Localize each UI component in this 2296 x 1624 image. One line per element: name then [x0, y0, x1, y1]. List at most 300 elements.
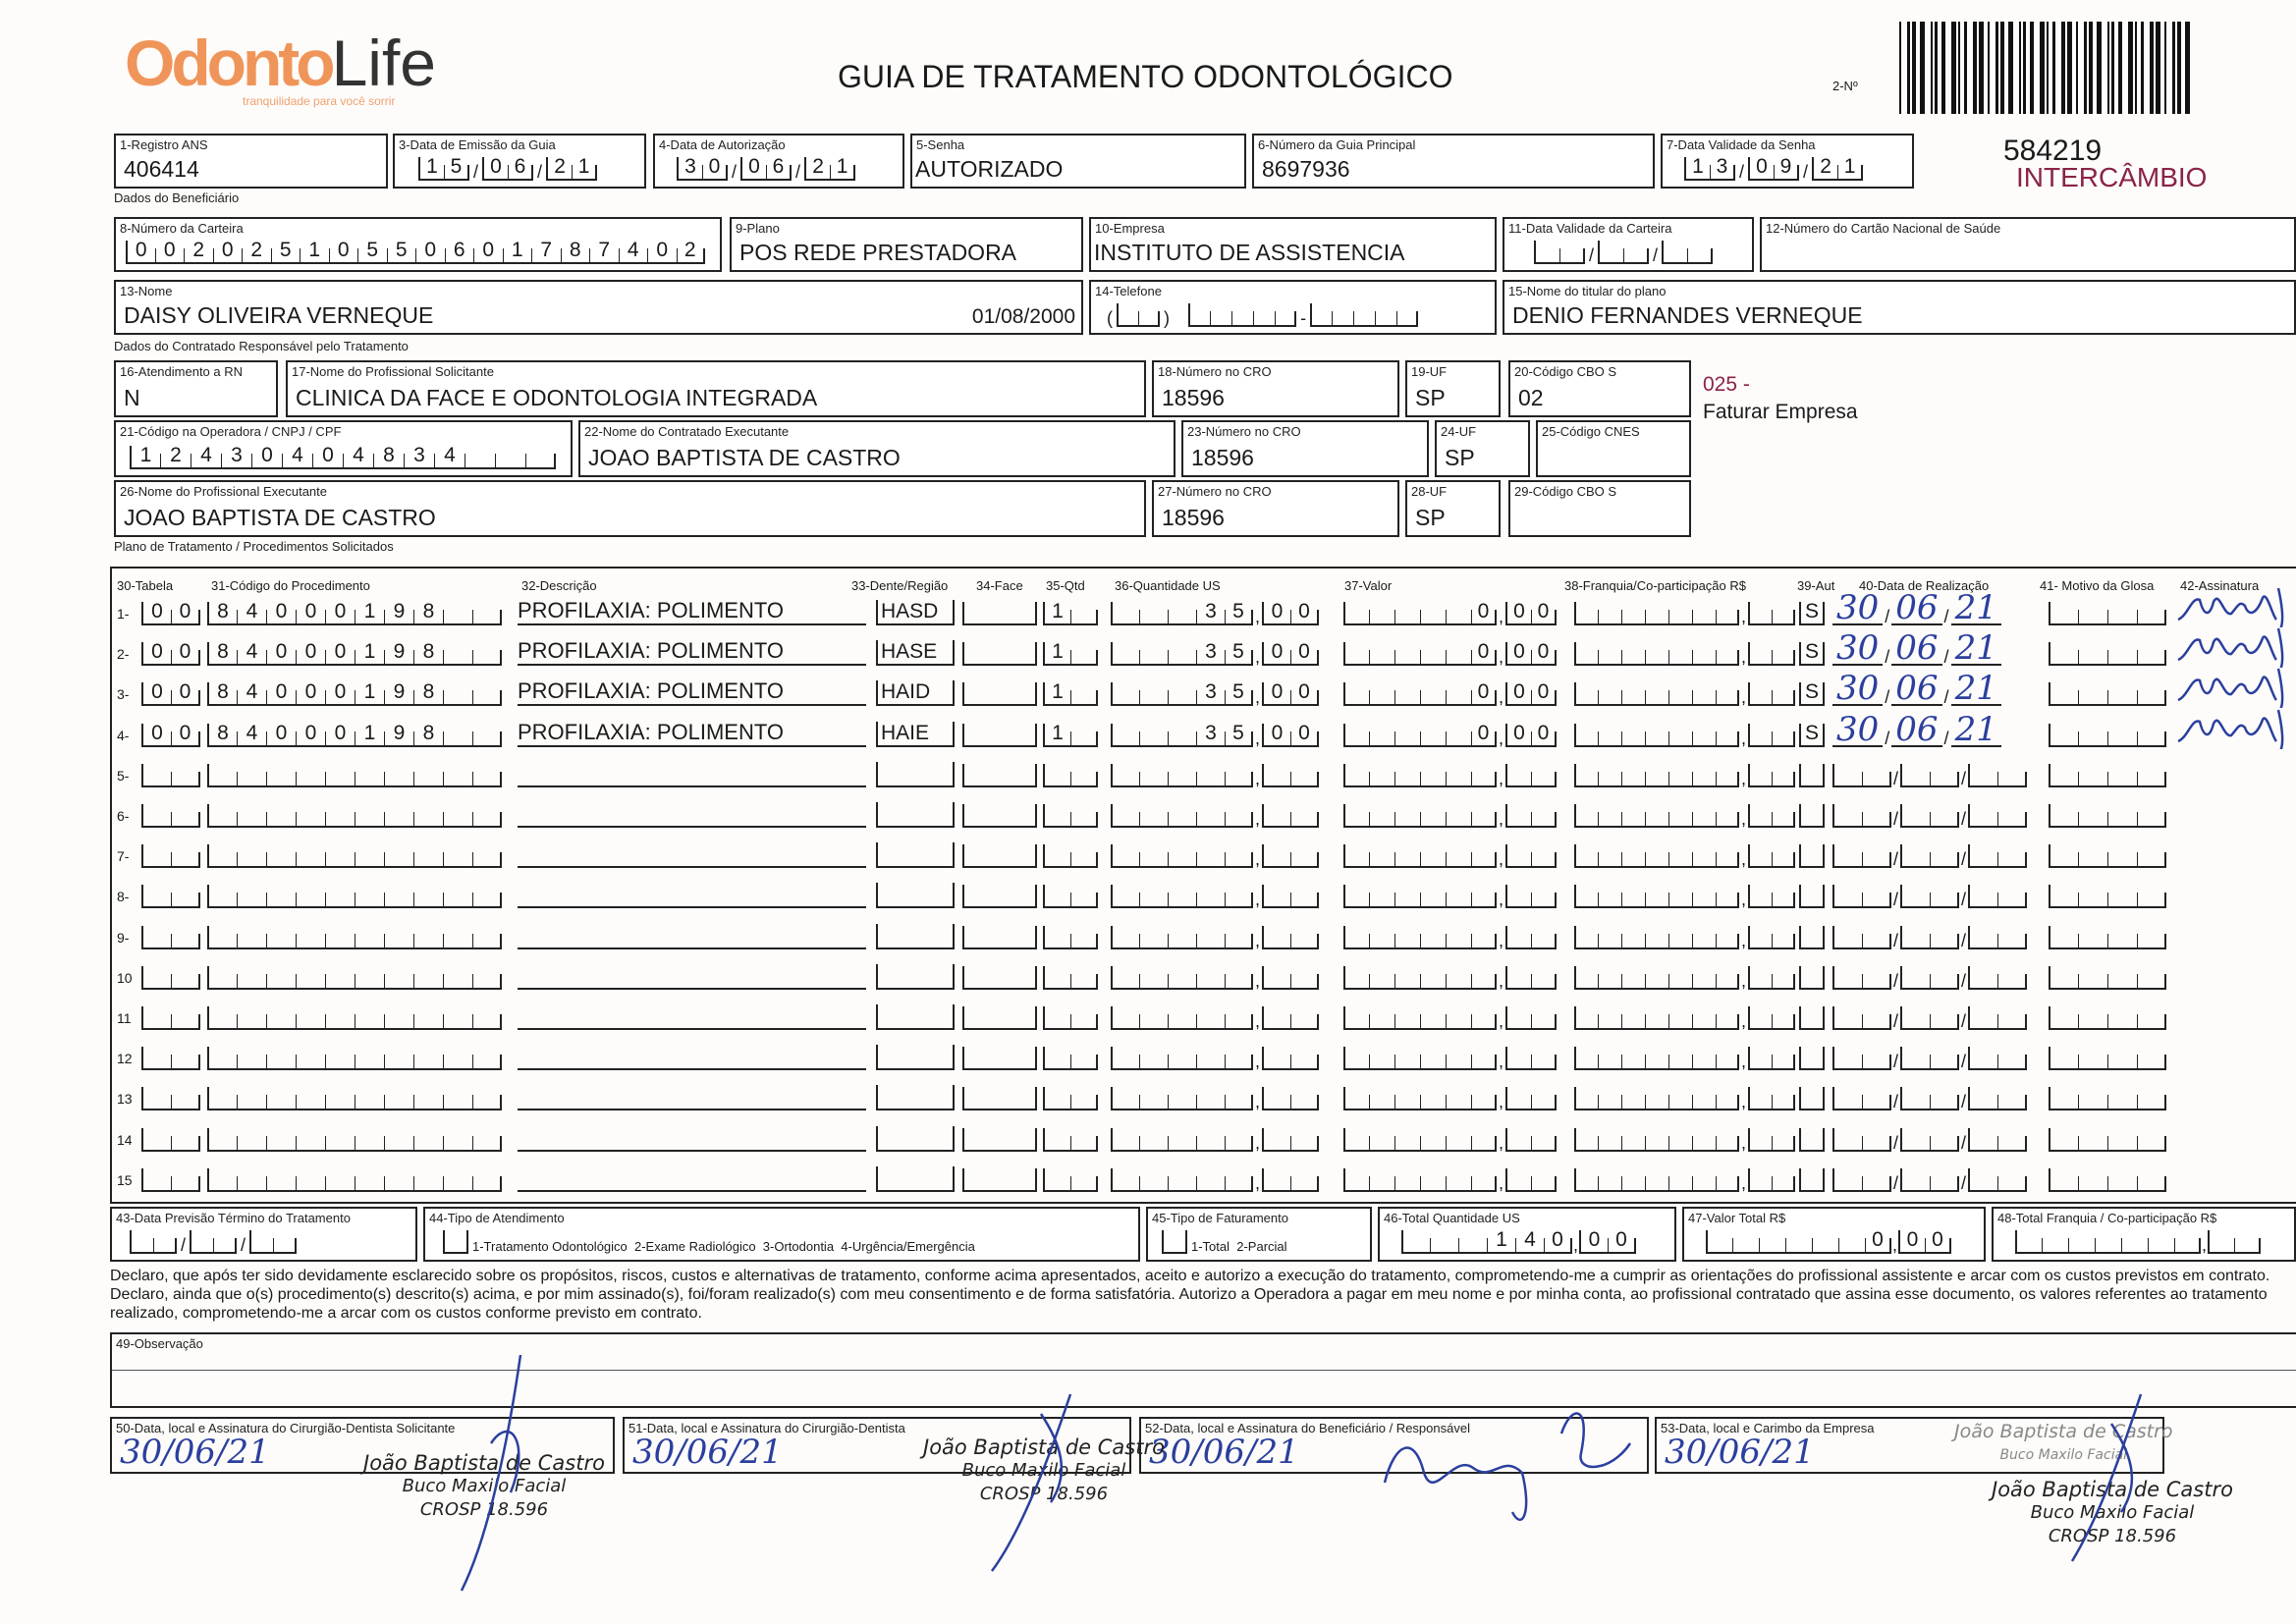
- barcode-bar: [2047, 22, 2049, 114]
- comb-cell: [1111, 1168, 1139, 1190]
- comb-cell: [1968, 1087, 1997, 1109]
- field-label: 48-Total Franquia / Co-participação R$: [1997, 1211, 2217, 1225]
- descricao-value: PROFILAXIA: POLIMENTO: [518, 598, 866, 625]
- tabela-cell: [141, 1006, 200, 1030]
- comb-cell: [1997, 1014, 2027, 1028]
- comb-cell: [962, 642, 1037, 664]
- comb-cell: [1598, 812, 1621, 826]
- comb-cell: [1772, 731, 1795, 745]
- comb-cell: 1: [1487, 1238, 1515, 1252]
- data-realizacao-cell: [1832, 966, 2027, 990]
- valor-cell: [1343, 1047, 1557, 1070]
- comb-cell: [1531, 852, 1557, 866]
- comb-cell: 9: [384, 690, 413, 704]
- glosa-value: [2049, 844, 2166, 868]
- separator: ,: [1499, 970, 1504, 991]
- qtd-value: [1043, 721, 1098, 747]
- comb-cell: [1225, 1176, 1253, 1190]
- comb-cell: [2121, 1238, 2148, 1252]
- comb-cell: [1598, 974, 1621, 988]
- comb-cell: [2078, 852, 2107, 866]
- comb-cell: [1369, 690, 1394, 704]
- aut-cell: [1799, 966, 1825, 990]
- comb-cell: 4: [619, 248, 648, 262]
- franquia-cell: [1574, 1128, 1795, 1152]
- comb-cell: [1687, 248, 1713, 262]
- comb-cell: [1446, 772, 1471, 785]
- comb-cell: [962, 724, 1037, 745]
- comb-cell: [207, 1168, 237, 1190]
- comb-cell: [1343, 966, 1369, 988]
- face-cell: [962, 926, 1037, 949]
- comb-cell: [1832, 764, 1862, 785]
- comb-cell: [1748, 1006, 1772, 1028]
- comb-cell: [1832, 844, 1862, 866]
- comb-cell: [1706, 1230, 1732, 1252]
- comb-cell: 8: [207, 602, 237, 623]
- comb-cell: 0: [1290, 610, 1319, 623]
- field-data-emissao: 3-Data de Emissão da Guia 1 5 / 0 6 / 2 1: [393, 134, 646, 189]
- tabela-cell: [141, 721, 200, 747]
- qtd-us-int: [1111, 1128, 1253, 1152]
- comb-cell: 9: [384, 610, 413, 623]
- comb-cell: [1692, 893, 1716, 906]
- comb-cell: [472, 772, 502, 785]
- comb-cell: [384, 934, 413, 947]
- comb-cell: [1111, 1087, 1139, 1109]
- glosa-cell: [2049, 724, 2166, 747]
- row-signature: [2174, 667, 2292, 708]
- barcode: [1899, 22, 2198, 114]
- date-month: [1900, 1128, 1959, 1152]
- procedure-row: [112, 1037, 2296, 1072]
- comb-cell: [1139, 893, 1168, 906]
- comb-cell: [1668, 1176, 1692, 1190]
- cro-value: 18596: [1162, 505, 1225, 530]
- valor-int: [1343, 804, 1497, 828]
- row-signature: [2174, 586, 2292, 627]
- valor-cell: [1343, 804, 1557, 828]
- comb-cell: [443, 893, 472, 906]
- comb-cell: [1471, 1136, 1497, 1150]
- comb-cell: [2107, 1176, 2137, 1190]
- aut-cell: [1799, 682, 1825, 706]
- comb-cell: [2137, 934, 2166, 947]
- qtd-cell: [1043, 1168, 1098, 1192]
- comb-cell: [2078, 731, 2107, 745]
- codigo-cell: [207, 602, 502, 625]
- comb-cell: S: [1799, 602, 1825, 623]
- comb-cell: [325, 772, 355, 785]
- field-label: 51-Data, local e Assinatura do Cirurgião-Dentista: [629, 1421, 905, 1435]
- face-value: [962, 804, 1037, 828]
- comb-cell: [1343, 1128, 1369, 1150]
- comb-cell: [266, 974, 296, 988]
- comb-cell: [1531, 1014, 1557, 1028]
- tabela-cell: [141, 885, 200, 908]
- franquia-dec: [1748, 682, 1795, 706]
- data-realizacao-cell: [1832, 1047, 2027, 1070]
- face-cell: [962, 602, 1037, 625]
- header-qtd-us: 36-Quantidade US: [1115, 578, 1221, 593]
- comb-cell: [325, 852, 355, 866]
- comb-cell: [1772, 1176, 1795, 1190]
- comb-cell: [1138, 311, 1160, 325]
- comb-cell: [207, 764, 237, 785]
- comb-cell: [2049, 926, 2078, 947]
- separator: ,: [1499, 1132, 1504, 1153]
- comb-cell: [1968, 1006, 1997, 1028]
- comb-cell: [171, 852, 200, 866]
- comb-cell: [2049, 1128, 2078, 1150]
- comb-cell: [1394, 1095, 1420, 1109]
- qtd-us-int: [1111, 721, 1253, 747]
- separator: /: [1961, 809, 1967, 829]
- comb-cell: [1930, 974, 1959, 988]
- qtd-cell: [1043, 844, 1098, 868]
- comb-cell: [207, 1128, 237, 1150]
- comb-cell: [1668, 1014, 1692, 1028]
- separator: /: [1943, 728, 1949, 748]
- comb-cell: [266, 1136, 296, 1150]
- comb-cell: [1139, 690, 1168, 704]
- phone-suffix: [1310, 303, 1418, 327]
- comb-cell: [1225, 1095, 1253, 1109]
- comb-cell: [1343, 1087, 1369, 1109]
- date-year: [804, 157, 855, 181]
- comb-cell: 0: [1748, 157, 1774, 179]
- comb-cell: [1446, 1014, 1471, 1028]
- comb-cell: [1997, 1055, 2027, 1068]
- comb-cell: [237, 1095, 266, 1109]
- comb-cell: [1574, 966, 1598, 988]
- row-number: 9-: [117, 929, 130, 946]
- valor-cell: [1343, 844, 1557, 868]
- comb-cell: [1111, 926, 1139, 947]
- aut-value: [1799, 764, 1825, 787]
- comb-cell: [1621, 812, 1645, 826]
- comb-cell: [207, 1047, 237, 1068]
- comb-cell: [1111, 642, 1139, 664]
- glosa-cell: [2049, 642, 2166, 666]
- qtd-cell: [1043, 885, 1098, 908]
- franquia-int: [1574, 804, 1739, 828]
- header-tabela: 30-Tabela: [117, 578, 174, 593]
- comb-cell: [237, 934, 266, 947]
- comb-cell: [443, 610, 472, 623]
- stamp-specialty: Buco Maxilo Facial: [961, 1460, 1126, 1481]
- comb-cell: [1621, 1095, 1645, 1109]
- qtd-us-dec: [1262, 804, 1319, 828]
- comb-cell: [1139, 852, 1168, 866]
- comb-cell: 0: [171, 690, 200, 704]
- codigo-cell: [207, 764, 502, 787]
- franquia-cell: [1574, 682, 1795, 706]
- comb-cell: [1420, 1176, 1446, 1190]
- comb-cell: [1692, 852, 1716, 866]
- date-year: [1968, 1168, 2027, 1192]
- comb-cell: [2137, 650, 2166, 664]
- comb-cell: [1275, 311, 1296, 325]
- data-realizacao-cell: [1832, 844, 2027, 868]
- comb-cell: [413, 772, 443, 785]
- comb-cell: [1111, 844, 1139, 866]
- comb-cell: [413, 893, 443, 906]
- barcode-bar: [2107, 22, 2109, 114]
- comb-cell: [207, 1087, 237, 1109]
- date-month: [1900, 844, 1959, 868]
- comb-cell: [1716, 1136, 1739, 1150]
- stamp-dentista: [923, 1435, 1165, 1506]
- comb-cell: 1: [1043, 682, 1070, 704]
- codigo-value: [207, 1168, 502, 1192]
- aut-value: [1799, 966, 1825, 990]
- comb-cell: [2049, 885, 2078, 906]
- comb-cell: [1832, 926, 1862, 947]
- qtd-us-cell: [1111, 602, 1319, 625]
- comb-cell: [1225, 1014, 1253, 1028]
- comb-cell: [1168, 934, 1196, 947]
- qtd-us-cell: [1111, 926, 1319, 949]
- qtd-us-dec: [1262, 1087, 1319, 1110]
- field-tipo-faturamento: [1146, 1207, 1372, 1262]
- tabela-value: [141, 966, 200, 990]
- glosa-cell: [2049, 602, 2166, 625]
- comb-cell: [1531, 1055, 1557, 1068]
- comb-cell: [1290, 1136, 1319, 1150]
- comb-cell: 0: [141, 602, 171, 623]
- row-signature: [2174, 708, 2292, 749]
- comb-cell: [1621, 1176, 1645, 1190]
- comb-cell: [1332, 311, 1353, 325]
- comb-cell: [472, 1095, 502, 1109]
- comb-cell: [1799, 885, 1825, 906]
- comb-cell: [1168, 1176, 1196, 1190]
- executante-value: JOAO BAPTISTA DE CASTRO: [588, 445, 901, 470]
- comb-cell: [1716, 852, 1739, 866]
- valor-dec: [1505, 966, 1557, 990]
- comb-cell: [1574, 1128, 1598, 1150]
- comb-cell: [1574, 804, 1598, 826]
- date-month: [1900, 804, 1959, 828]
- field-label: 23-Número no CRO: [1187, 424, 1301, 439]
- comb-cell: [1668, 812, 1692, 826]
- field-label: 10-Empresa: [1095, 221, 1165, 236]
- comb-cell: [1832, 1047, 1862, 1068]
- field-uf-19: [1405, 360, 1501, 417]
- comb-cell: [2049, 1047, 2078, 1068]
- tabela-value: [141, 926, 200, 949]
- comb-cell: 0: [266, 610, 296, 623]
- valor-int: [1343, 966, 1497, 990]
- franquia-dec: [1748, 764, 1795, 787]
- franquia-dec: [1748, 724, 1795, 747]
- comb-cell: [413, 852, 443, 866]
- face-cell: [962, 1047, 1037, 1070]
- tabela-value: [141, 885, 200, 908]
- comb-cell: [1799, 764, 1825, 785]
- date-year: [1968, 926, 2027, 949]
- comb-cell: [1168, 610, 1196, 623]
- aut-cell: [1799, 1006, 1825, 1030]
- comb-cell: 0: [325, 650, 355, 664]
- comb-cell: [266, 772, 296, 785]
- comb-cell: [1111, 602, 1139, 623]
- barcode-bar: [1920, 22, 1925, 114]
- comb-cell: 4: [343, 454, 373, 467]
- aut-cell: [1799, 885, 1825, 908]
- comb-cell: [1716, 650, 1739, 664]
- guia-number-label: 2-Nº: [1832, 79, 1858, 93]
- field-assinatura-beneficiario: [1139, 1417, 1649, 1474]
- comb-cell: [1070, 1014, 1098, 1028]
- field-label: 45-Tipo de Faturamento: [1152, 1211, 1288, 1225]
- separator: /: [1961, 930, 1967, 950]
- comb-cell: [171, 812, 200, 826]
- franquia-cell: [1574, 966, 1795, 990]
- header-glosa: 41- Motivo da Glosa: [2040, 578, 2155, 593]
- comb-cell: [2107, 1014, 2137, 1028]
- comb-cell: [962, 764, 1037, 785]
- comb-cell: [1446, 650, 1471, 664]
- codigo-value: [207, 1128, 502, 1152]
- barcode-bar: [2177, 22, 2181, 114]
- tipo-atendimento-input[interactable]: [443, 1230, 468, 1254]
- comb-cell: 0: [1262, 724, 1290, 745]
- comb-cell: [1139, 1055, 1168, 1068]
- codigo-cell: [207, 926, 502, 949]
- comb-cell: [1290, 1055, 1319, 1068]
- tabela-value: [141, 682, 200, 706]
- comb-cell: [384, 1176, 413, 1190]
- comb-cell: [1668, 974, 1692, 988]
- field-label: 43-Data Previsão Término do Tratamento: [116, 1211, 351, 1225]
- comb-cell: 6: [445, 248, 474, 262]
- descricao-value: [518, 760, 866, 787]
- separator: ,: [1499, 647, 1504, 668]
- procedure-row: [112, 628, 2296, 669]
- comb-cell: [1716, 772, 1739, 785]
- comb-cell: [443, 772, 472, 785]
- tabela-value: [141, 844, 200, 868]
- comb-cell: [1531, 1136, 1557, 1150]
- comb-cell: [2137, 610, 2166, 623]
- comb-cell: [1930, 812, 1959, 826]
- comb-cell: [207, 966, 237, 988]
- dente-value: [876, 762, 955, 787]
- glosa-value: [2049, 926, 2166, 949]
- comb-cell: [2049, 966, 2078, 988]
- header-data: 40-Data de Realização: [1859, 578, 1990, 593]
- comb-cell: [1692, 690, 1716, 704]
- comb-cell: [1196, 1176, 1225, 1190]
- face-value: [962, 926, 1037, 949]
- date-month: [740, 157, 792, 181]
- separator: ,: [1255, 930, 1261, 950]
- comb-cell: 0: [1544, 1238, 1572, 1252]
- comb-cell: [2049, 1168, 2078, 1190]
- comb-cell: [1692, 974, 1716, 988]
- aut-value: [1799, 1128, 1825, 1152]
- comb-cell: [1772, 974, 1795, 988]
- comb-cell: [355, 1176, 384, 1190]
- stamp-name: João Baptista de Castro: [1954, 1421, 2173, 1442]
- comb-cell: [1420, 974, 1446, 988]
- qtd-value: [1043, 885, 1098, 908]
- tipo-faturamento-input[interactable]: [1162, 1230, 1187, 1254]
- comb-cell: [1748, 764, 1772, 785]
- face-value: [962, 1128, 1037, 1152]
- comb-cell: [1968, 966, 1997, 988]
- comb-cell: 0: [171, 650, 200, 664]
- franquia-dec: [1748, 885, 1795, 908]
- field-label: 1-Registro ANS: [120, 137, 208, 152]
- glosa-value: [2049, 1168, 2166, 1192]
- field-label: 53-Data, local e Carimbo da Empresa: [1661, 1421, 1875, 1435]
- field-total-franquia: 48-Total Franquia / Co-participação R$ ,: [1992, 1207, 2296, 1262]
- face-cell: [962, 1128, 1037, 1152]
- qtd-us-dec: [1262, 966, 1319, 990]
- stamp-registry: CROSP 18.596: [2048, 1526, 2177, 1546]
- comb-cell: [443, 650, 472, 664]
- data-realizacao-part: 21: [1951, 592, 2001, 625]
- codigo-cell: [207, 1087, 502, 1110]
- barcode-bar: [2084, 22, 2087, 114]
- comb-cell: [1716, 610, 1739, 623]
- comb-cell: [325, 1014, 355, 1028]
- comb-cell: [1574, 885, 1598, 906]
- comb-cell: 5: [444, 165, 469, 179]
- qtd-value: [1043, 966, 1098, 990]
- face-cell: [962, 682, 1037, 706]
- separator: ,: [1255, 1011, 1261, 1031]
- comb-cell: [1168, 974, 1196, 988]
- comb-cell: [1748, 724, 1772, 745]
- phone-area: [1117, 303, 1160, 327]
- field-label: 52-Data, local e Assinatura do Beneficiário / Responsável: [1145, 1421, 1470, 1435]
- comb-cell: [1043, 1087, 1070, 1109]
- data-realizacao-cell: [1832, 804, 2027, 828]
- comb-cell: [296, 1014, 325, 1028]
- face-cell: [962, 966, 1037, 990]
- comb-cell: [962, 602, 1037, 623]
- comb-cell: 0: [1925, 1238, 1951, 1252]
- logo-text-life: Life: [331, 27, 436, 99]
- comb-cell: [1968, 844, 1997, 866]
- comb-cell: [1900, 764, 1930, 785]
- face-cell: [962, 844, 1037, 868]
- comb-cell: [2078, 893, 2107, 906]
- comb-cell: [1645, 974, 1668, 988]
- comb-cell: [1832, 804, 1862, 826]
- aut-cell: [1799, 642, 1825, 666]
- comb-cell: [962, 1168, 1037, 1190]
- codigo-cell: [207, 844, 502, 868]
- comb-cell: [266, 934, 296, 947]
- date-day: [1684, 157, 1735, 181]
- comb-cell: [1997, 1176, 2027, 1190]
- comb-cell: [1458, 1238, 1487, 1252]
- comb-cell: [1862, 893, 1891, 906]
- comb-cell: [1471, 974, 1497, 988]
- face-cell: [962, 764, 1037, 787]
- comb-cell: [1420, 934, 1446, 947]
- date-month: [1598, 241, 1649, 264]
- comb-cell: [171, 974, 200, 988]
- comb-cell: 0: [1505, 642, 1531, 664]
- comb-cell: [384, 1055, 413, 1068]
- comb-cell: [1162, 1230, 1187, 1252]
